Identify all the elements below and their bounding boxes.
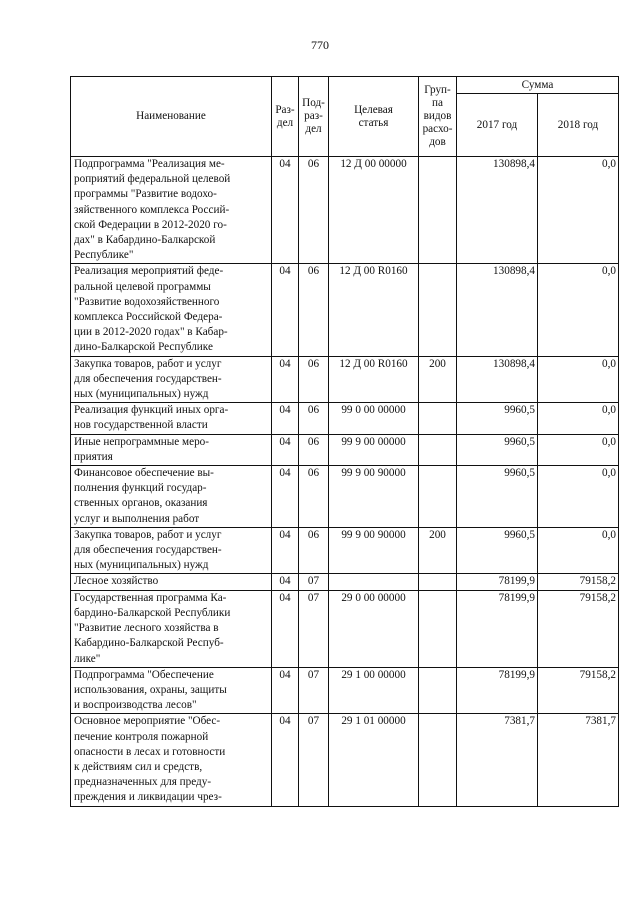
row-subsection: 06 <box>299 356 329 403</box>
row-sum-2017: 9960,5 <box>457 403 538 434</box>
row-sum-2018: 0,0 <box>538 157 619 264</box>
row-name-line: использования, охраны, защиты <box>74 683 227 696</box>
row-expense-group <box>419 157 457 264</box>
header-subsection: Под- раз- дел <box>299 77 329 157</box>
row-target-article: 12 Д 00 R0160 <box>329 356 419 403</box>
row-target-article: 29 1 01 00000 <box>329 714 419 806</box>
row-target-article: 99 9 00 90000 <box>329 527 419 574</box>
table-row <box>71 667 619 714</box>
row-sum-2018: 0,0 <box>538 264 619 356</box>
row-section: 04 <box>272 403 299 434</box>
row-section: 04 <box>272 466 299 528</box>
row-target-article: 99 0 00 00000 <box>329 403 419 434</box>
row-expense-group <box>419 403 457 434</box>
header-year-2017: 2017 год <box>457 94 538 157</box>
row-name-line: комплекса Российской Федера- <box>74 311 223 324</box>
row-sum-2017: 130898,4 <box>457 264 538 356</box>
row-name-line: ральной целевой программы <box>74 280 211 293</box>
row-name <box>71 434 272 465</box>
row-subsection: 07 <box>299 667 329 714</box>
header-year-2018: 2018 год <box>538 94 619 157</box>
table-row <box>71 434 619 465</box>
row-name-line: к действиям сил и средств, <box>74 760 203 773</box>
row-sum-2018: 0,0 <box>538 434 619 465</box>
row-section: 04 <box>272 264 299 356</box>
row-subsection: 07 <box>299 574 329 590</box>
row-expense-group <box>419 264 457 356</box>
row-name-line: Республике" <box>74 249 134 262</box>
row-section: 04 <box>272 434 299 465</box>
row-sum-2017: 130898,4 <box>457 356 538 403</box>
row-name-line: и воспроизводства лесов" <box>74 699 197 712</box>
row-subsection: 06 <box>299 434 329 465</box>
table-row <box>71 466 619 528</box>
row-name-line: Государственная программа Ка- <box>74 591 227 604</box>
table-row <box>71 527 619 574</box>
row-name-line: Кабардино-Балкарской Респуб- <box>74 637 224 650</box>
row-sum-2018: 79158,2 <box>538 574 619 590</box>
row-subsection: 07 <box>299 714 329 806</box>
row-name <box>71 527 272 574</box>
row-sum-2017: 78199,9 <box>457 574 538 590</box>
table-row <box>71 356 619 403</box>
row-expense-group: 200 <box>419 356 457 403</box>
row-name-line: "Развитие лесного хозяйства в <box>74 622 219 635</box>
row-expense-group <box>419 667 457 714</box>
table-row <box>71 403 619 434</box>
row-section: 04 <box>272 356 299 403</box>
row-expense-group <box>419 466 457 528</box>
row-name-line: опасности в лесах и готовности <box>74 745 226 758</box>
budget-table-body <box>71 157 619 807</box>
row-section: 04 <box>272 527 299 574</box>
row-section: 04 <box>272 714 299 806</box>
row-sum-2018: 79158,2 <box>538 590 619 667</box>
row-name-line: Подпрограмма "Реализация ме- <box>74 158 225 170</box>
row-sum-2017: 130898,4 <box>457 157 538 264</box>
row-sum-2018: 0,0 <box>538 527 619 574</box>
row-subsection: 06 <box>299 403 329 434</box>
row-name-line: лике" <box>74 652 101 665</box>
row-expense-group <box>419 434 457 465</box>
row-name-line: Подпрограмма "Обеспечение <box>74 668 214 681</box>
row-name-line: для обеспечения государствен- <box>74 372 222 385</box>
row-name-line: "Развитие водохозяйственного <box>74 295 220 308</box>
row-name-line: для обеспечения государствен- <box>74 544 222 557</box>
row-name-line: печение контроля пожарной <box>74 730 209 743</box>
page-number: 770 <box>311 38 329 52</box>
row-name <box>71 466 272 528</box>
row-sum-2017: 9960,5 <box>457 527 538 574</box>
row-subsection: 07 <box>299 590 329 667</box>
row-name <box>71 157 272 264</box>
row-name-line: зяйственного комплекса Россий- <box>74 203 230 216</box>
header-sum: Сумма <box>457 77 619 94</box>
row-sum-2017: 9960,5 <box>457 434 538 465</box>
row-name-line: Реализация функций иных орга- <box>74 404 229 417</box>
row-name-line: ции в 2012-2020 годах" в Кабар- <box>74 326 228 339</box>
row-name <box>71 574 272 590</box>
row-name-line: Закупка товаров, работ и услуг <box>74 357 222 370</box>
row-target-article: 12 Д 00 R0160 <box>329 264 419 356</box>
row-name <box>71 264 272 356</box>
row-name-line: приятия <box>74 450 113 463</box>
table-row <box>71 714 619 806</box>
row-sum-2017: 78199,9 <box>457 667 538 714</box>
row-sum-2018: 7381,7 <box>538 714 619 806</box>
row-subsection: 06 <box>299 527 329 574</box>
row-subsection: 06 <box>299 157 329 264</box>
row-name-line: Закупка товаров, работ и услуг <box>74 528 222 541</box>
row-expense-group: 200 <box>419 527 457 574</box>
row-name <box>71 714 272 806</box>
budget-table <box>70 76 619 807</box>
table-row <box>71 574 619 590</box>
row-subsection: 06 <box>299 466 329 528</box>
row-target-article: 12 Д 00 00000 <box>329 157 419 264</box>
row-name-line: программы "Развитие водохо- <box>74 188 217 201</box>
row-sum-2018: 0,0 <box>538 403 619 434</box>
row-sum-2018: 0,0 <box>538 356 619 403</box>
row-name-line: услуг и выполнения работ <box>74 512 200 525</box>
row-name-line: Основное мероприятие "Обес- <box>74 715 221 728</box>
row-name <box>71 403 272 434</box>
row-name-line: нов государственной власти <box>74 419 208 432</box>
table-row <box>71 264 619 356</box>
row-name-line: дино-Балкарской Республике <box>74 341 213 354</box>
row-name <box>71 356 272 403</box>
row-name <box>71 667 272 714</box>
row-name-line: Иные непрограммные меро- <box>74 435 210 448</box>
row-sum-2018: 0,0 <box>538 466 619 528</box>
table-row <box>71 590 619 667</box>
row-expense-group <box>419 590 457 667</box>
row-name-line: Финансовое обеспечение вы- <box>74 467 214 480</box>
row-section: 04 <box>272 157 299 264</box>
header-expense-group: Груп- па видов расхо- дов <box>419 77 457 157</box>
row-sum-2018: 79158,2 <box>538 667 619 714</box>
row-subsection: 06 <box>299 264 329 356</box>
row-name-line: Лесное хозяйство <box>74 575 159 588</box>
row-name-line: дах" в Кабардино-Балкарской <box>74 234 216 247</box>
row-name-line: полнения функций государ- <box>74 482 207 495</box>
row-name-line: преждения и ликвидации чрез- <box>74 791 222 804</box>
header-name: Наименование <box>71 77 272 157</box>
header-section: Раз- дел <box>272 77 299 157</box>
row-name <box>71 590 272 667</box>
row-expense-group <box>419 574 457 590</box>
row-expense-group <box>419 714 457 806</box>
row-name-line: ных (муниципальных) нужд <box>74 388 209 401</box>
row-name-line: роприятий федеральной целевой <box>74 173 231 186</box>
row-name-line: ственных органов, оказания <box>74 497 208 510</box>
row-target-article <box>329 574 419 590</box>
row-name-line: Реализация мероприятий феде- <box>74 265 224 278</box>
row-sum-2017: 9960,5 <box>457 466 538 528</box>
row-target-article: 99 9 00 90000 <box>329 466 419 528</box>
row-name-line: ных (муниципальных) нужд <box>74 559 209 572</box>
row-name-line: предназначенных для преду- <box>74 776 212 789</box>
header-target-article: Целевая статья <box>329 77 419 157</box>
row-target-article: 29 0 00 00000 <box>329 590 419 667</box>
row-name-line: бардино-Балкарской Республики <box>74 606 231 619</box>
row-section: 04 <box>272 574 299 590</box>
row-section: 04 <box>272 667 299 714</box>
row-sum-2017: 78199,9 <box>457 590 538 667</box>
row-sum-2017: 7381,7 <box>457 714 538 806</box>
row-name-line: ской Федерации в 2012-2020 го- <box>74 218 227 231</box>
table-row <box>71 157 619 264</box>
row-target-article: 99 9 00 00000 <box>329 434 419 465</box>
row-target-article: 29 1 00 00000 <box>329 667 419 714</box>
row-section: 04 <box>272 590 299 667</box>
